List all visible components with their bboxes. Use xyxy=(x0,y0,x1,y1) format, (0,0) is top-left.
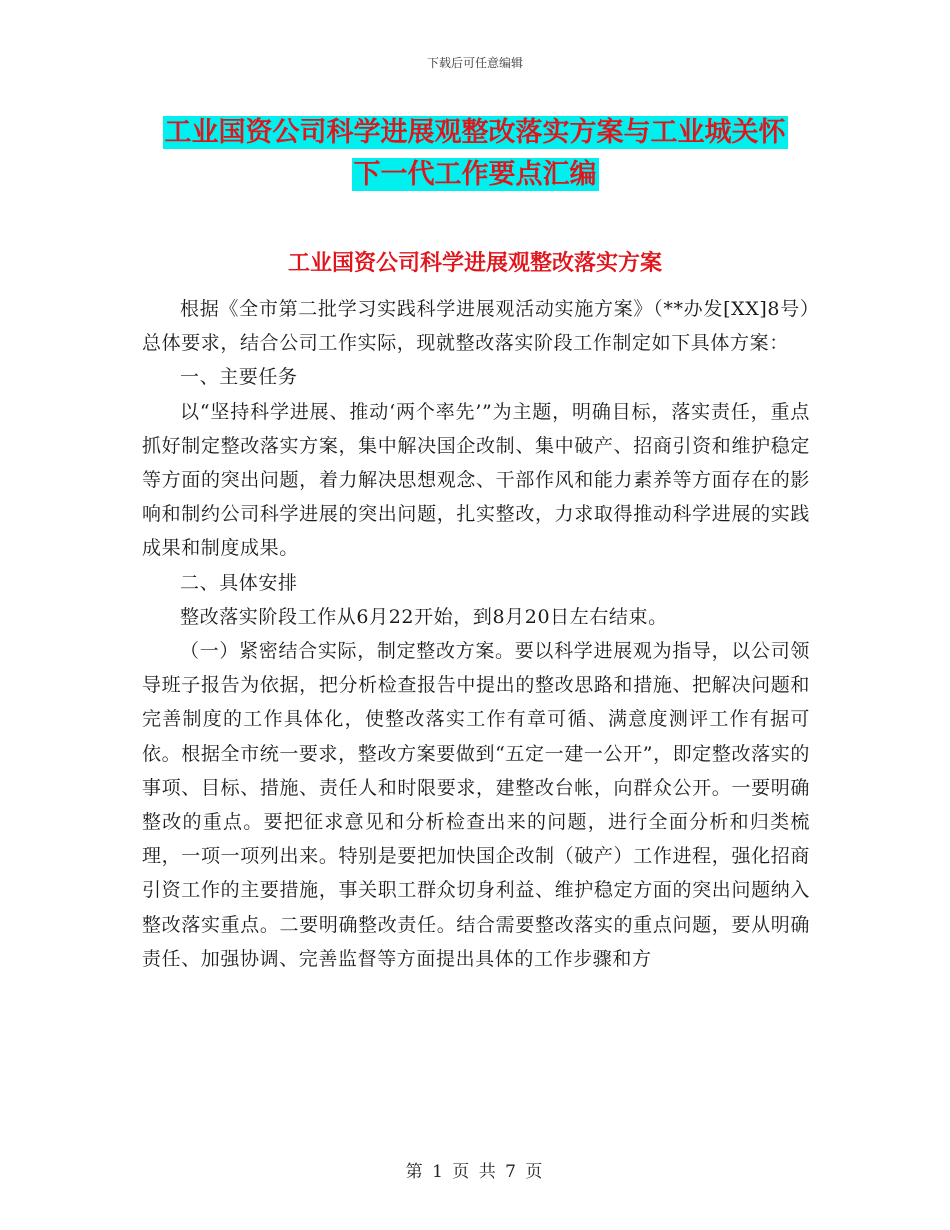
page-number: 第 1 页 共 7 页 xyxy=(405,1162,545,1182)
title-line-2-text: 下一代工作要点汇编 xyxy=(353,159,597,190)
document-body xyxy=(142,292,810,976)
document-title xyxy=(140,112,810,196)
heading-arrangements: 二、具体安排 xyxy=(180,571,298,594)
heading-main-tasks: 一、主要任务 xyxy=(180,366,298,389)
header-note: 下载后可任意编辑 xyxy=(426,56,523,70)
title-line-2 xyxy=(140,154,810,196)
title-line-1-text: 工业国资公司科学进展观整改落实方案与工业城关怀 xyxy=(164,117,786,148)
paragraph-main-tasks: 以“坚持科学进展、推动‘两个率先’”为主题，明确目标，落实责任，重点抓好制定整改落实方案，集中解决国企改制、集中破产、招商引资和维护稳定等方面的突出问题，着力解决思想观念、干部作风和能力素养等方面存在的影响和制约公司科学进展的突出问题，扎实整改，力求取得推动科学进展的实践成果和制度成果。 xyxy=(142,400,810,560)
paragraph-rectification-plan: （一）紧密结合实际，制定整改方案。要以科学进展观为指导，以公司领导班子报告为依据，把分析检查报告中提出的整改思路和措施、把解决问题和完善制度的工作具体化，使整改落实工作有章可循、满意度测评工作有据可依。根据全市统一要求，整改方案要做到“五定一建一公开”，即定整改落实的事项、目标、措施、责任人和时限要求，建整改台帐，向群众公开。一要明确整改的重点。要把征求意见和分析检查出来的问题，进行全面分析和归类梳理，一项一项列出来。特别是要把加快国企改制（破产）工作进程，强化招商引资工作的主要措施，事关职工群众切身利益、维护稳定方面的突出问题纳入整改落实重点。二要明确整改责任。结合需要整改落实的重点问题，要从明确责任、加强协调、完善监督等方面提出具体的工作步骤和方 xyxy=(142,640,810,970)
paragraph-schedule: 整改落实阶段工作从6月22开始，到8月20日左右结束。 xyxy=(180,605,668,628)
section-title: 工业国资公司科学进展观整改落实方案 xyxy=(287,251,662,276)
paragraph-intro: 根据《全市第二批学习实践科学进展观活动实施方案》（**办发[XX]8号）总体要求，结合公司工作实际，现就整改落实阶段工作制定如下具体方案： xyxy=(142,298,810,355)
title-line-1 xyxy=(140,112,810,154)
